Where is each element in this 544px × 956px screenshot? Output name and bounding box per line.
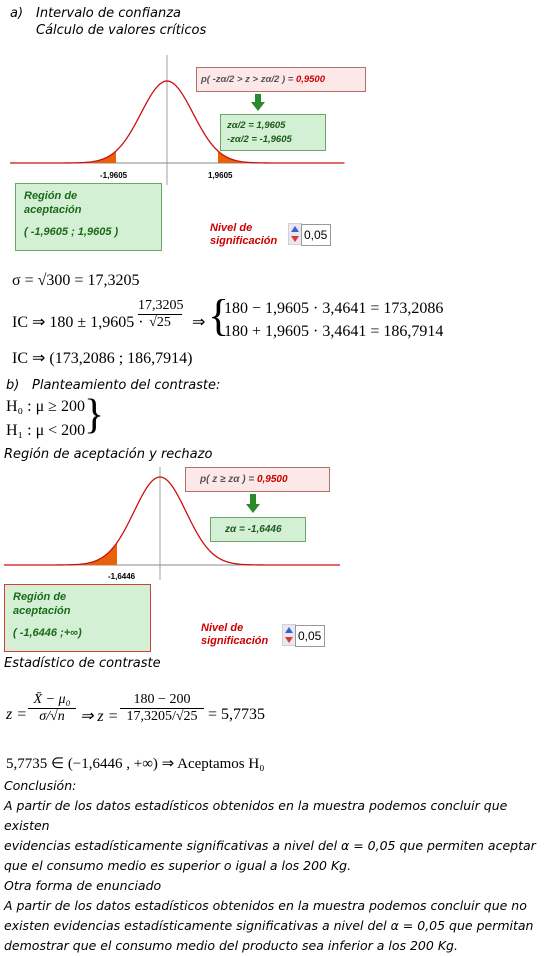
tick-right-label: 1,9605 xyxy=(208,171,233,180)
alt-line-1: A partir de los datos estadísticos obtenidos en la muestra podemos concluir que no xyxy=(4,898,527,913)
part-b-label: b) xyxy=(6,378,20,393)
conclusion-block xyxy=(4,776,540,956)
statistic-mid: ⇒ z = xyxy=(80,708,119,725)
probability-label: p( -zα/2 > z > zα/2 ) = xyxy=(201,74,296,85)
part-b-title: Planteamiento del contraste: xyxy=(32,378,221,393)
arrow-down-icon xyxy=(246,494,260,514)
implies-symbol: ⇒ xyxy=(192,314,206,331)
statistic-fraction-values xyxy=(120,692,204,725)
acceptance-region-title: Región de aceptación xyxy=(13,591,71,617)
fraction-numerator: 180 − 200 xyxy=(133,692,191,707)
statistic-fraction-generic xyxy=(28,692,76,725)
ic-fraction-denominator: √25 xyxy=(138,314,182,331)
brace: { xyxy=(208,291,230,340)
alt-line-3: demostrar que el consumo medio del producto sea inferior a los 200 Kg. xyxy=(4,938,458,953)
acceptance-region-box-a xyxy=(15,183,162,251)
conclusion-line-2: evidencias estadísticamente significativas a nivel del α = 0,05 que permiten aceptar xyxy=(4,838,536,853)
probability-value: 0,9500 xyxy=(256,474,288,485)
conclusion-line-1: A partir de los datos estadísticos obtenidos en la muestra podemos concluir que existen xyxy=(4,798,508,833)
alt-line-2: existen evidencias estadísticamente significativas a nivel del α = 0,05 que permitan xyxy=(4,918,534,933)
acceptance-region-title: Región de aceptación xyxy=(24,190,82,216)
fraction-denominator: 17,3205/√25 xyxy=(120,708,204,725)
statistic-result: = 5,7735 xyxy=(208,706,266,723)
acceptance-region-interval: ( -1,9605 ; 1,9605 ) xyxy=(24,226,119,238)
ic-upper-bound-line: 180 + 1,9605 · 3,4641 = 186,7914 xyxy=(224,323,444,340)
critical-values-box-a xyxy=(220,114,326,151)
significance-input-a[interactable]: 0,05 xyxy=(301,224,331,246)
alt-heading: Otra forma de enunciado xyxy=(4,878,162,893)
fraction-denominator: σ/√n xyxy=(28,708,76,725)
probability-value: 0,9500 xyxy=(295,74,325,85)
probability-box-b xyxy=(185,467,330,492)
tick-left-label: -1,9605 xyxy=(100,171,128,180)
hypothesis-h0: H₀ : μ ≥ 200 xyxy=(6,398,85,415)
probability-box-a xyxy=(196,67,366,92)
statistic-lhs: z = xyxy=(6,706,28,723)
statistic-heading: Estadístico de contraste xyxy=(4,656,161,671)
ic-result: IC ⇒ (173,2086 ; 186,7914) xyxy=(12,350,193,367)
significance-stepper-b[interactable] xyxy=(282,624,296,646)
region-heading: Región de aceptación y rechazo xyxy=(4,447,213,462)
hypothesis-h1: H₁ : μ < 200 xyxy=(6,422,86,439)
critical-value-box-b: zα = -1,6446 xyxy=(210,517,306,542)
hypothesis-brace: } xyxy=(84,392,105,438)
probability-label: p( z ≥ zα ) = xyxy=(200,474,257,485)
significance-input-b[interactable]: 0,05 xyxy=(295,625,325,647)
significance-level-label-a: Nivel de significación xyxy=(210,222,278,247)
statistic-conclusion: 5,7735 ∈ (−1,6446 , +∞) ⇒ Aceptamos H₀ xyxy=(6,756,265,772)
ic-fraction-numerator: 17,3205 xyxy=(138,298,184,313)
arrow-down-icon xyxy=(251,94,265,112)
part-a-label: a) xyxy=(10,6,24,21)
conclusion-heading: Conclusión: xyxy=(4,778,77,793)
significance-stepper-a[interactable] xyxy=(288,223,302,245)
tick-left-label: -1,6446 xyxy=(108,572,136,581)
ic-prefix: IC ⇒ 180 ± 1,9605 · xyxy=(12,314,144,331)
ic-lower-bound-line: 180 − 1,9605 · 3,4641 = 173,2086 xyxy=(224,300,444,317)
fraction-numerator: X̄ − μ₀ xyxy=(33,692,71,707)
acceptance-region-interval: ( -1,6446 ;+∞) xyxy=(13,627,82,639)
significance-level-label-b: Nivel de significación xyxy=(201,622,269,647)
part-a-subtitle: Cálculo de valores críticos xyxy=(36,23,207,38)
sigma-formula: σ = √300 = 17,3205 xyxy=(12,272,140,289)
acceptance-region-box-b xyxy=(4,584,151,652)
conclusion-line-3: que el consumo medio es superior o igual a los 200 Kg. xyxy=(4,858,352,873)
part-a-title: Intervalo de confianza xyxy=(36,6,181,21)
ic-fraction xyxy=(138,298,182,331)
z-negative-value: -zα/2 = -1,9605 xyxy=(227,134,292,145)
z-positive-value: zα/2 = 1,9605 xyxy=(227,120,286,131)
